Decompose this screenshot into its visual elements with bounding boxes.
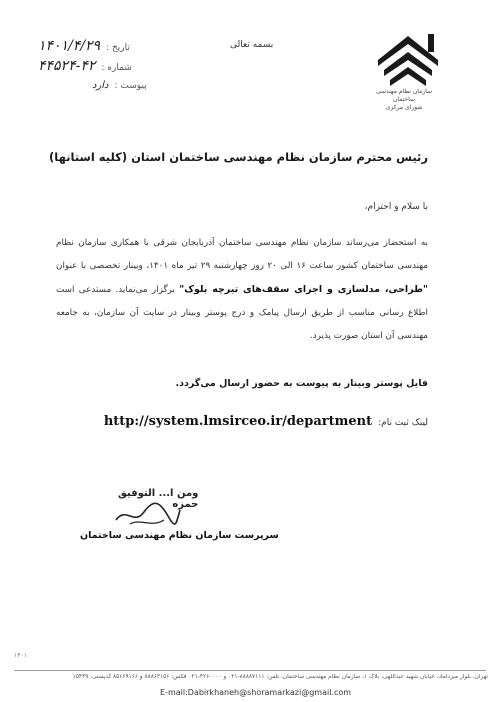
footer-address: تهران، بلوار میرداماد، خیابان شهید عبداللهی، بلاک ۱، سازمان نظام مهندسی ساختمان، تلفن: ۸۸۸۸۷۱۱۱-۰۲۱ و ۴۲۶۰۰۰۰-۰۲۱ فکس: ۸۸۸۶۳۱۵۶ و ۸۵۶۶۹۱۶۶ کدپستی: ۱۵۴۳۹ xyxy=(72,674,488,680)
attachment-label: پیوست : xyxy=(114,81,147,91)
registration-link-label: لینک ثبت نام: xyxy=(378,418,428,428)
attachment-row xyxy=(92,80,147,91)
closing-line1: ومن ا... التوفیق xyxy=(118,488,199,499)
logo-caption-line2: شورای مرکزی xyxy=(385,104,423,111)
bismillah-heading: بسمه تعالی xyxy=(230,40,274,50)
footer-email: E-mail:Dabirkhaneh@shoramarkazi@gmail.com xyxy=(160,688,352,697)
logo-emblem-icon xyxy=(372,30,444,90)
margin-mark: ۱۴۰۱ xyxy=(14,652,27,659)
body-part1: به استحضار می‌رساند سازمان نظام مهندسی ساختمان آذربایجان شرقی با همکاری سازمان نظام مهندسی ساختمان کشور ساعت ۱۶ الی ۲۰ روز چهارشنبه ۲۹ تیر ماه ۱۴۰۱، وبینار تخصصی با عنوان xyxy=(56,238,428,271)
letter-body xyxy=(56,232,428,348)
body-part2: برگزار می‌نماید. مستدعی است اطلاع رسانی مناسب از طریق ارسال پیامک و درج پوستر وبینار در سایت آن سازمان، به جامعه مهندسی آن استان صورت پذیرد. xyxy=(56,285,428,341)
closing-line2: حمزه xyxy=(172,499,199,510)
footer-divider xyxy=(14,670,486,671)
logo-caption xyxy=(364,88,444,112)
greeting: با سلام و احترام، xyxy=(364,202,428,212)
addressee-line: رئیس محترم سازمان نظام مهندسی ساختمان استان (کلیه استانها) xyxy=(49,150,428,164)
webinar-title: "طراحی، مدلسازی و اجرای سقف‌های تیرچه بلوک" xyxy=(179,284,428,295)
date-label: تاریخ : xyxy=(106,43,130,53)
registration-link-row xyxy=(104,414,428,429)
number-label: شماره : xyxy=(101,63,132,73)
logo-caption-line1: سازمان نظام مهندسی ساختمان xyxy=(375,88,433,103)
attachment-note: فایل پوستر وبینار به پیوست به حضور ارسال می‌گردد. xyxy=(175,378,428,389)
date-row xyxy=(38,38,130,54)
number-value: ۴۴۵۲۴-۴۲ xyxy=(38,58,96,74)
handwritten-signature xyxy=(112,498,182,530)
signatory-title: سرپرست سازمان نظام مهندسی ساختمان xyxy=(80,530,279,541)
date-value: ۱۴۰۱/۴/۲۹ xyxy=(38,38,101,54)
number-row xyxy=(38,58,132,74)
registration-link[interactable]: http://system.lmsirceo.ir/department xyxy=(103,414,373,429)
attachment-value: دارد xyxy=(92,80,109,91)
